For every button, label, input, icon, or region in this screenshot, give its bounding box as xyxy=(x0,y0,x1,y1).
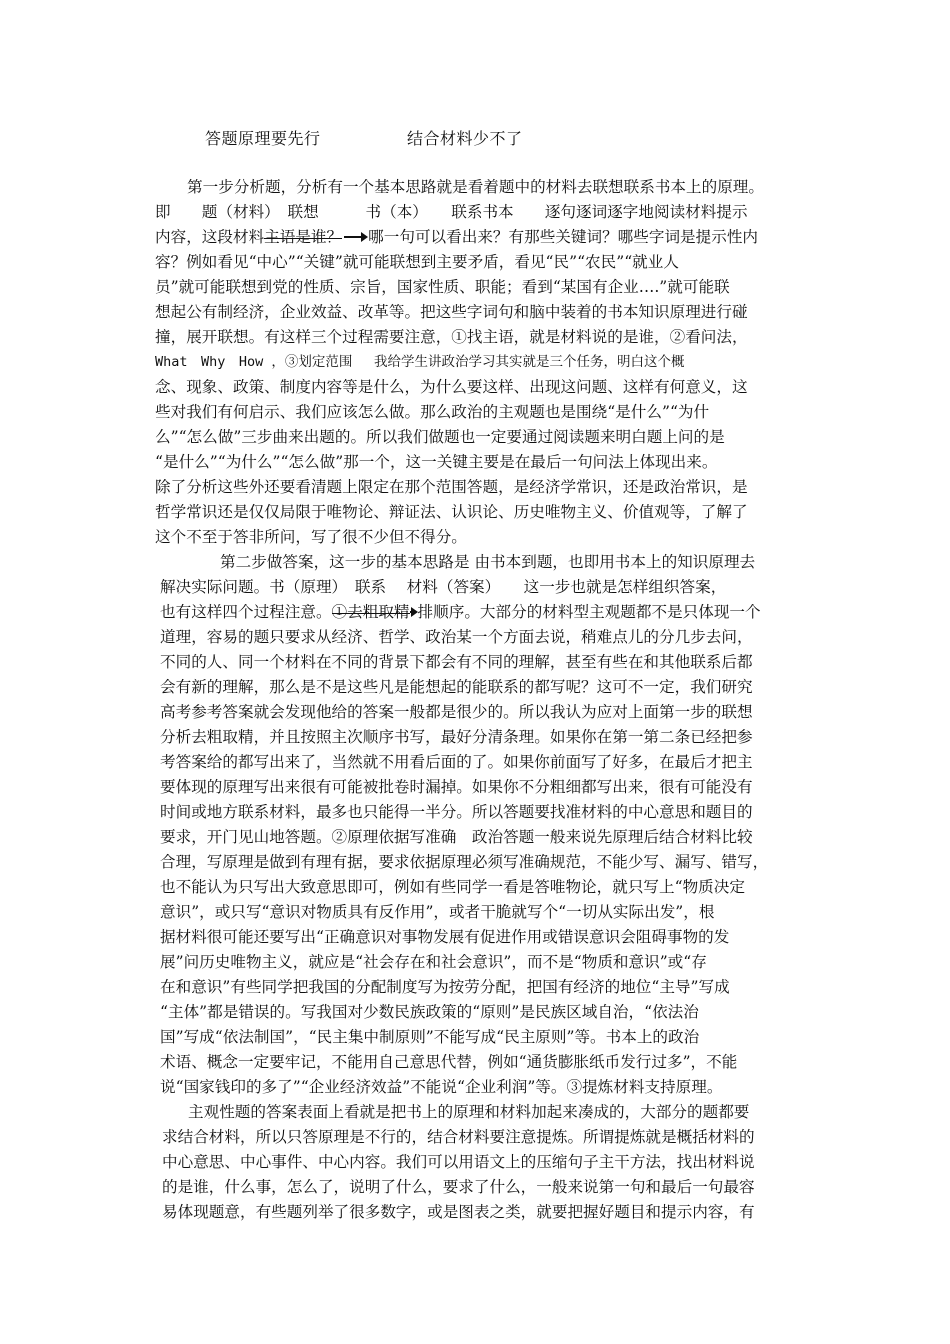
text-line xyxy=(160,603,761,621)
title-left: 答题原理要先行 xyxy=(205,129,321,148)
text-line: 术语、概念一定要牢记，不能用自己意思代替，例如“通货膨胀纸币发行过多”，不能 xyxy=(160,1053,738,1071)
text-line: 中心意思、中心事件、中心内容。我们可以用语文上的压缩句子主干方法，找出材料说 xyxy=(162,1153,755,1171)
text-line: 么”“怎么做”三步曲来出题的。所以我们做题也一定要通过阅读题来明白题上问的是 xyxy=(155,428,725,446)
text-line: 的是谁，什么事，怎么了，说明了什么，要求了什么，一般来说第一句和最后一句最容 xyxy=(162,1178,755,1196)
arrow-icon xyxy=(344,236,366,238)
text-line: What Why How ，③划定范围 我给学生讲政治学习其实就是三个任务，明白这个概 xyxy=(155,354,685,370)
text-line: 据材料很可能还要写出“正确意识对事物发展有促进作用或错误意识会阻碍事物的发 xyxy=(160,928,730,946)
text-line: 道理，容易的题只要求从经济、哲学、政治某一个方面去说，稍难点儿的分几步去问， xyxy=(160,628,753,646)
text-line: 合理，写原理是做到有理有据，要求依据原理必须写准确规范，不能少写、漏写、错写， xyxy=(160,853,769,871)
text-segment: 哪一句可以看出来？有那些关键词？哪些字词是提示性内 xyxy=(368,228,759,246)
text-line: 哲学常识还是仅仅局限于唯物论、辩证法、认识论、历史唯物主义、价值观等，了解了 xyxy=(155,503,748,521)
text-line xyxy=(155,228,758,246)
text-line: 也不能认为只写出大致意思即可，例如有些同学一看是答唯物论，就只写上“物质决定 xyxy=(160,878,745,896)
text-line: 第一步分析题，分析有一个基本思路就是看着题中的材料去联想联系书本上的原理。 xyxy=(187,178,764,196)
text-line: 会有新的理解，那么是不是这些凡是能想起的能联系的都写呢？这可不一定，我们研究 xyxy=(160,678,753,696)
text-line: 时间或地方联系材料，最多也只能得一半分。所以答题要找准材料的中心意思和题目的 xyxy=(160,803,753,821)
struck-text: ①去粗取精 xyxy=(331,603,410,621)
text-line: 不同的人、同一个材料在不同的背景下都会有不同的理解，甚至有些在和其他联系后都 xyxy=(160,653,753,671)
text-line: 些对我们有何启示、我们应该怎么做。那么政治的主观题也是围绕“是什么”“为什 xyxy=(155,403,710,421)
text-line: 易体现题意，有些题列举了很多数字，或是图表之类，就要把握好题目和提示内容，有 xyxy=(162,1203,755,1221)
text-line: 念、现象、政策、制度内容等是什么，为什么要这样、出现这问题、这样有何意义，这 xyxy=(155,378,748,396)
text-line: 高考参考答案就会发现他给的答案一般都是很少的。所以我认为应对上面第一步的联想 xyxy=(160,703,753,721)
page-title xyxy=(205,126,523,149)
text-line: “主体”都是错误的。写我国对少数民族政策的“原则”是民族区域自治，“依法治 xyxy=(160,1003,699,1021)
text-line: 主观性题的答案表面上看就是把书上的原理和材料加起来凑成的，大部分的题都要 xyxy=(188,1103,750,1121)
text-line: 说“国家钱印的多了”“企业经济效益”不能说“企业利润”等。③提炼材料支持原理。 xyxy=(160,1078,723,1096)
text-segment: 排顺序。大部分的材料型主观题都不是只体现一个 xyxy=(417,603,761,621)
arrow-icon xyxy=(410,611,416,613)
text-line: “是什么”“为什么”“怎么做”那一个，这一关键主要是在最后一句问法上体现出来。 xyxy=(155,453,718,471)
text-line: 即 题（材料） 联想 书（本） 联系书本 逐句逐词逐字地阅读材料提示 xyxy=(155,203,748,221)
text-line: 意识”，或只写“意识对物质具有反作用”，或者干脆就写个“一切从实际出发”，根 xyxy=(160,903,715,921)
text-line: 在和意识”有些同学把我国的分配制度写为按劳分配，把国有经济的地位“主导”写成 xyxy=(160,978,730,996)
text-line: 展”问历史唯物主义，就应是“社会存在和社会意识”，而不是“物质和意识”或“存 xyxy=(160,953,707,971)
text-segment: 内容，这段材料 xyxy=(155,228,265,246)
text-line: 除了分析这些外还要看清题上限定在那个范围答题，是经济学常识，还是政治常识，是 xyxy=(155,478,748,496)
struck-text: 主语是谁？ xyxy=(264,228,343,246)
text-line: 考答案给的都写出来了，当然就不用看后面的了。如果你前面写了好多，在最后才把主 xyxy=(160,753,753,771)
text-line: 这个不至于答非所问，写了很不少但不得分。 xyxy=(155,528,467,546)
text-line: 员”就可能联想到党的性质、宗旨，国家性质、职能；看到“某国有企业….”就可能联 xyxy=(155,278,730,296)
title-right: 结合材料少不了 xyxy=(407,129,523,148)
text-line: 国”写成“依法制国”，“民主集中制原则”不能写成“民主原则”等。书本上的政治 xyxy=(160,1028,700,1046)
text-line: 求结合材料，所以只答原理是不行的，结合材料要注意提炼。所谓提炼就是概括材料的 xyxy=(162,1128,755,1146)
text-line: 容？例如看见“中心”“关键”就可能联想到主要矛盾，看见“民”“农民”“就业人 xyxy=(155,253,679,271)
text-line: 分析去粗取精，并且按照主次顺序书写，最好分清条理。如果你在第一第二条已经把参 xyxy=(160,728,753,746)
text-line: 第二步做答案，这一步的基本思路是 由书本到题，也即用书本上的知识原理去 xyxy=(220,553,756,571)
text-line: 撞，展开联想。有这样三个过程需要注意，①找主语，就是材料说的是谁，②看问法， xyxy=(155,328,748,346)
text-line: 解决实际问题。书（原理） 联系 材料（答案） 这一步也就是怎样组织答案， xyxy=(160,578,727,596)
text-line: 想起公有制经济，企业效益、改革等。把这些字词句和脑中装着的书本知识原理进行碰 xyxy=(155,303,748,321)
text-line: 要体现的原理写出来很有可能被批卷时漏掉。如果你不分粗细都写出来，很有可能没有 xyxy=(160,778,753,796)
text-segment: 也有这样四个过程注意。 xyxy=(160,603,332,621)
text-line: 要求，开门见山地答题。②原理依据写准确 政治答题一般来说先原理后结合材料比较 xyxy=(160,828,753,846)
